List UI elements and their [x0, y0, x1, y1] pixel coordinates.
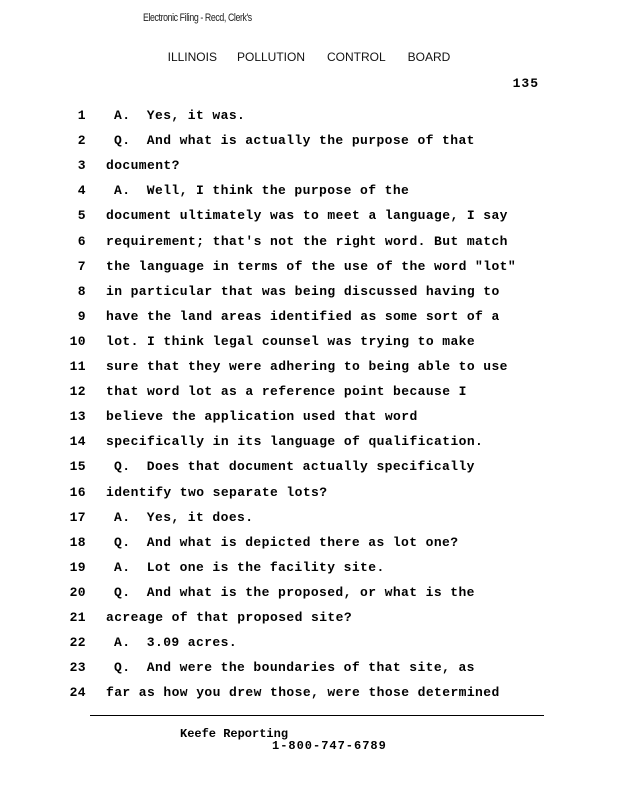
line-number: 12	[69, 384, 86, 400]
line-text: Q. And what is the proposed, or what is the	[114, 584, 475, 600]
reporter-phone: 1-800-747-6789	[272, 739, 387, 753]
line-number: 1	[77, 108, 86, 123]
line-text: have the land areas identified as some sort of a	[106, 308, 500, 324]
line-text: document?	[106, 158, 180, 174]
line-text: in particular that was being discussed having to	[106, 283, 500, 299]
line-text: A. Yes, it does.	[114, 509, 254, 525]
line-text: A. Lot one is the facility site.	[114, 559, 385, 575]
line-number: 15	[69, 459, 86, 475]
board-title-word: CONTROL	[327, 50, 386, 64]
line-number: 20	[69, 584, 86, 600]
footer-divider	[90, 715, 544, 716]
line-text: lot. I think legal counsel was trying to make	[106, 333, 476, 349]
board-title	[0, 50, 618, 64]
page-number: 135	[512, 76, 539, 91]
reporter-company: Keefe Reporting	[180, 727, 289, 741]
line-number: 6	[77, 233, 86, 249]
line-text: that word lot as a reference point because I	[106, 384, 467, 400]
line-text: specifically in its language of qualification.	[106, 434, 484, 450]
line-number: 4	[77, 183, 86, 199]
line-text: Q. And were the boundaries of that site, as	[114, 660, 475, 676]
line-number: 5	[77, 208, 86, 224]
line-text: the language in terms of the use of the word "lot"	[106, 258, 517, 274]
line-text: far as how you drew those, were those determined	[106, 685, 500, 701]
line-text: believe the application used that word	[106, 409, 418, 425]
line-text: document ultimately was to meet a language, I say	[106, 208, 508, 224]
line-text: A. 3.09 acres.	[114, 635, 238, 651]
line-number: 11	[69, 359, 86, 374]
line-text: A. Yes, it was.	[114, 108, 246, 123]
line-number: 7	[77, 258, 86, 274]
line-text: sure that they were adhering to being able to use	[106, 359, 508, 374]
line-number: 2	[77, 133, 86, 149]
line-text: Q. Does that document actually specifically	[114, 459, 475, 475]
line-number: 10	[69, 333, 86, 349]
line-text: requirement; that's not the right word. But match	[106, 233, 508, 249]
line-number: 19	[69, 559, 86, 575]
board-title-word: BOARD	[407, 50, 451, 64]
line-number: 24	[69, 685, 86, 701]
line-text: identify two separate lots?	[106, 484, 328, 500]
line-text: acreage of that proposed site?	[106, 610, 353, 625]
line-number: 17	[69, 509, 86, 525]
line-number: 13	[69, 409, 86, 425]
line-number: 14	[69, 434, 86, 450]
line-number: 8	[77, 283, 86, 299]
line-text: A. Well, I think the purpose of the	[114, 183, 410, 199]
line-number: 3	[77, 158, 86, 174]
electronic-filing-stamp: Electronic Filing - Recd, Clerk's	[143, 12, 252, 24]
line-number: 21	[69, 610, 86, 625]
board-title-word: ILLINOIS	[167, 50, 217, 64]
line-number: 22	[69, 635, 86, 651]
board-title-word: POLLUTION	[236, 50, 305, 64]
line-number: 9	[77, 308, 86, 324]
line-number: 23	[69, 660, 86, 676]
line-number: 18	[69, 534, 86, 550]
line-number: 16	[69, 484, 86, 500]
line-text: Q. And what is actually the purpose of that	[114, 133, 475, 149]
line-text: Q. And what is depicted there as lot one?	[114, 534, 459, 550]
